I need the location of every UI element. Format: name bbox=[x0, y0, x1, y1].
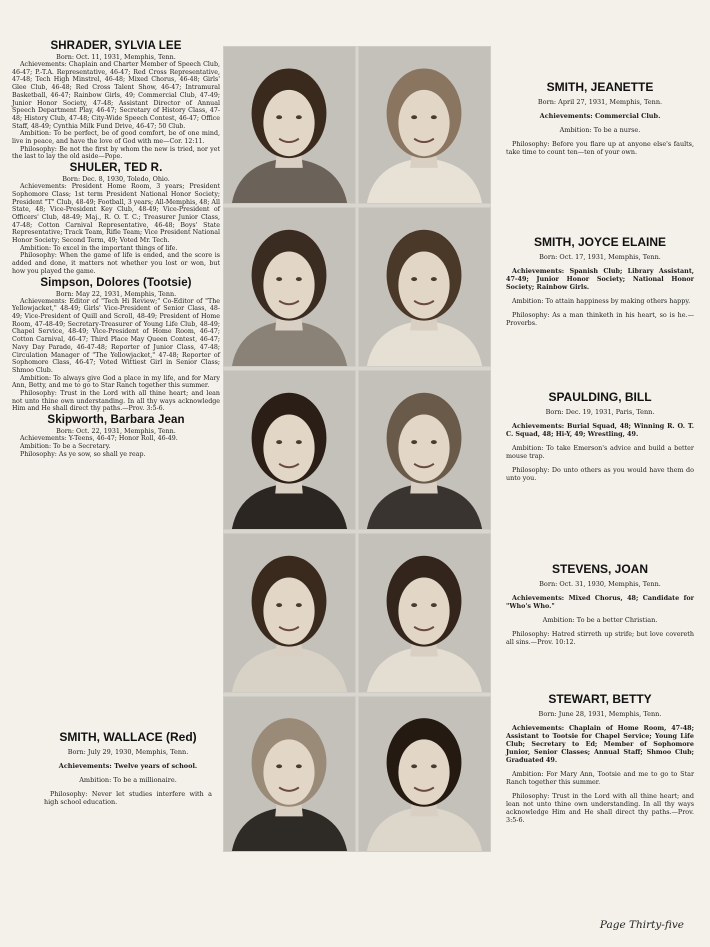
student-name: STEWART, BETTY bbox=[548, 692, 652, 706]
portrait-illustration bbox=[224, 371, 355, 529]
left-eye bbox=[276, 115, 282, 119]
entry-smith-joyce bbox=[506, 235, 694, 327]
student-name: SPAULDING, BILL bbox=[548, 390, 652, 404]
portrait-photo-0 bbox=[223, 46, 356, 204]
portrait-illustration bbox=[359, 371, 490, 529]
philosophy: Philosophy: Do unto others as you would have them do unto you. bbox=[506, 466, 694, 482]
page-number: Page Thirty-five bbox=[599, 919, 684, 931]
entry-stevens bbox=[506, 562, 694, 646]
philosophy: Philosophy: Before you flare up at anyone else's faults, take time to count ten—ten of your own. bbox=[506, 140, 694, 156]
left-eye bbox=[411, 603, 417, 607]
achievements: Achievements: Mixed Chorus, 48; Candidate for "Who's Who." bbox=[506, 594, 694, 610]
philosophy: Philosophy: Never let studies interfere with a high school education. bbox=[44, 790, 212, 806]
student-name: STEVENS, JOAN bbox=[551, 562, 649, 576]
left-eye bbox=[276, 764, 282, 768]
ambition: Ambition: To take Emerson's advice and build a better mouse trap. bbox=[506, 444, 694, 460]
portrait-photo-3 bbox=[358, 207, 491, 367]
portrait-illustration bbox=[359, 697, 490, 851]
student-name: SMITH, JOYCE ELAINE bbox=[533, 235, 667, 249]
face bbox=[263, 577, 314, 644]
ambition: Ambition: To be a nurse. bbox=[559, 126, 641, 134]
entry-skipworth bbox=[12, 414, 220, 458]
face bbox=[398, 414, 449, 481]
born-line: Born: Oct. 11, 1931, Memphis, Tenn. bbox=[56, 53, 176, 61]
face bbox=[398, 251, 449, 318]
achievements: Achievements: Twelve years of school. bbox=[58, 762, 198, 770]
achievements: Achievements: Chaplain and Charter Member of Speech Club, 46-47; P.-T.A. Representative, 46-47; Red Cross Representative, 47-48; Tech High Minstrel, 46-48; Mixed Chorus, 46-48; Girls' Glee Club, 46-48; Red Cross Talent Show, 46-47; Intramural Basketball, 46-47; Rainbow Girls, 49; Commercial Club, 47-49; Junior Honor Society, 47-48; Assistant Director of Annual Speech Department Play, 46-47; Secretary of History Class, 47-48; History Club, 47-48; City-Wide Speech Contest, 46-47; Office Staff, 48-49; Cynthia Milk Fund Drive, 46-47; 50 Club. bbox=[12, 61, 220, 130]
student-name: Simpson, Dolores (Tootsie) bbox=[40, 276, 192, 289]
face bbox=[263, 251, 314, 318]
philosophy: Philosophy: Trust in the Lord with all thine heart; and lean not unto thine own understanding. In all thy ways acknowledge Him and He shall direct thy paths.—Prov. 3:5-6. bbox=[506, 792, 694, 824]
left-eye bbox=[411, 277, 417, 281]
left-eye bbox=[411, 440, 417, 444]
portrait-illustration bbox=[359, 534, 490, 692]
achievements: Achievements: Burial Squad, 48; Winning R. O. T. C. Squad, 48; Hi-Y, 49; Wrestling, 49. bbox=[506, 422, 694, 438]
born-line: Born: Dec. 8, 1930, Toledo, Ohio. bbox=[62, 175, 170, 184]
achievements: Achievements: Chaplain of Home Room, 47-48; Assistant to Tootsie for Chapel Service; Young Life Club; Secretary to Ed; Member of Sophomore Junior, Senior Classes; Annual Staff; Shmoo Club; Graduated 49. bbox=[506, 724, 694, 764]
ambition: Ambition: To be a Secretary. bbox=[20, 442, 111, 450]
achievements: Achievements: Spanish Club; Library Assistant, 47-49; Junior Honor Society; National Honor Society; Rainbow Girls. bbox=[506, 267, 694, 291]
left-eye bbox=[276, 277, 282, 281]
born-line: Born: Oct. 22, 1931, Memphis, Tenn. bbox=[56, 427, 176, 436]
philosophy: Philosophy: When the game of life is ended, and the score is added and done, it matters not whether you lost or won, but how you played the game. bbox=[12, 252, 220, 275]
student-name: SMITH, WALLACE (Red) bbox=[59, 730, 197, 744]
left-column bbox=[12, 40, 220, 458]
portrait-photo-2 bbox=[223, 207, 356, 367]
portrait-illustration bbox=[359, 208, 490, 366]
entry-stewart bbox=[506, 692, 694, 824]
philosophy: Philosophy: Hatred stirreth up strife; but love covereth all sins.—Prov. 10:12. bbox=[506, 630, 694, 646]
entry-smith-jeanette bbox=[506, 80, 694, 156]
right-eye bbox=[296, 277, 302, 281]
achievements: Achievements: President Home Room, 3 years; President Sophomore Class; 1st term President National Honor Society; President "T" Club, 48-49; Football, 3 years; All-Memphis, 48; All State, 48; Vice-President Key Club, 48-49; Vice-President of Officers' Club, 48-49; Maj., R. O. T. C.; Treasurer Junior Class, 47-48; Cotton Carnival Representative, 46-48; Boys' State Representative; Track Team, Rifle Team; Vice President National Honor Society; Second Term, 49; Voted Mr. Tech. bbox=[12, 183, 221, 245]
portrait-photo-6 bbox=[223, 533, 356, 693]
right-eye bbox=[296, 603, 302, 607]
born-line: Born: Oct. 17, 1931, Memphis, Tenn. bbox=[539, 253, 661, 261]
entry-spaulding bbox=[506, 390, 694, 482]
portrait-photo-1 bbox=[358, 46, 491, 204]
ambition: Ambition: To excel in the important things of life. bbox=[20, 244, 178, 252]
right-eye bbox=[431, 115, 437, 119]
right-eye bbox=[431, 603, 437, 607]
philosophy: Philosophy: Be not the first by whom the new is tried, nor yet the last to lay the old aside—Pope. bbox=[12, 145, 220, 161]
born-line: Born: April 27, 1931, Memphis, Tenn. bbox=[537, 98, 663, 106]
face bbox=[263, 414, 314, 481]
left-eye bbox=[276, 440, 282, 444]
born-line: Born: May 22, 1931, Memphis, Tenn. bbox=[55, 289, 177, 298]
ambition: Ambition: To be a millionaire. bbox=[79, 776, 177, 784]
right-eye bbox=[296, 115, 302, 119]
portrait-illustration bbox=[359, 47, 490, 203]
achievements: Achievements: Editor of "Tech Hi Review;" Co-Editor of "The Yellowjacket," 48-49; Girls' Vice-President of Senior Class, 48-49; Vice-President of Quill and Scroll, 48-49; President of Home Room, 47-48-49; Secretary-Treasurer of Young Life Club, 48-49; Chapel Service, 48-49; Vice-President of Home Room, 46-47; Cotton Carnival, 46-47; Third Place May Queen Contest, 46-47; Navy Day Parade, 46-47-48; Reporter of Junior Class, 47-48; Circulation Manager of "The Yellowjacket," 47-48; Reporter of Sophomore Class, 46-47; Voted Wittiest Girl in Senior Class; Shmoo Club. bbox=[12, 297, 220, 374]
portrait-photo-7 bbox=[358, 533, 491, 693]
born-line: Born: Oct. 31, 1930, Memphis, Tenn. bbox=[539, 580, 661, 588]
born-line: Born: Dec. 19, 1931, Paris, Tenn. bbox=[545, 408, 655, 416]
student-name: SHRADER, SYLVIA LEE bbox=[50, 40, 182, 52]
achievements: Achievements: Commercial Club. bbox=[539, 112, 661, 120]
right-eye bbox=[431, 440, 437, 444]
portrait-illustration bbox=[224, 208, 355, 366]
ambition: Ambition: To always give God a place in my life, and for Mary Ann, Betty, and me to go to Star Ranch together this summer. bbox=[12, 374, 220, 390]
achievements: Achievements: Y-Teens, 46-47; Honor Roll, 46-49. bbox=[20, 435, 178, 443]
portrait-illustration bbox=[224, 697, 355, 851]
right-eye bbox=[296, 440, 302, 444]
philosophy: Philosophy: As a man thinketh in his heart, so is he.—Proverbs. bbox=[506, 311, 694, 327]
portrait-illustration bbox=[224, 534, 355, 692]
face bbox=[398, 90, 449, 156]
portrait-photo-5 bbox=[358, 370, 491, 530]
entry-smith-wallace bbox=[44, 730, 212, 806]
born-line: Born: July 29, 1930, Memphis, Tenn. bbox=[67, 748, 189, 756]
student-name: Skipworth, Barbara Jean bbox=[47, 414, 185, 427]
ambition: Ambition: To be a better Christian. bbox=[542, 616, 658, 624]
entry-shuler bbox=[12, 162, 220, 275]
face bbox=[398, 577, 449, 644]
left-eye bbox=[411, 764, 417, 768]
portrait-photo-9 bbox=[358, 696, 491, 852]
right-eye bbox=[296, 764, 302, 768]
portrait-illustration bbox=[224, 47, 355, 203]
face bbox=[398, 739, 449, 804]
entry-shrader bbox=[12, 40, 220, 161]
philosophy: Philosophy: As ye sow, so shall ye reap. bbox=[20, 450, 146, 458]
student-name: SHULER, TED R. bbox=[69, 162, 163, 175]
face bbox=[263, 739, 314, 804]
right-eye bbox=[431, 764, 437, 768]
left-eye bbox=[411, 115, 417, 119]
portrait-photo-4 bbox=[223, 370, 356, 530]
born-line: Born: June 28, 1931, Memphis, Tenn. bbox=[538, 710, 662, 718]
student-name: SMITH, JEANETTE bbox=[546, 80, 654, 94]
left-eye bbox=[276, 603, 282, 607]
entry-simpson bbox=[12, 277, 220, 414]
philosophy: Philosophy: Trust in the Lord with all thine heart; and lean not unto thine own understanding. In all thy ways acknowledge Him and He shall direct thy paths.—Prov. 3:5-6. bbox=[12, 390, 220, 413]
ambition: Ambition: To attain happiness by making others happy. bbox=[512, 297, 691, 305]
portrait-photo-8 bbox=[223, 696, 356, 852]
face bbox=[263, 90, 314, 156]
photo-grid bbox=[223, 46, 491, 852]
ambition: Ambition: For Mary Ann, Tootsie and me to go to Star Ranch together this summer. bbox=[506, 770, 694, 786]
right-eye bbox=[431, 277, 437, 281]
ambition: Ambition: To be perfect, be of good comfort, be of one mind, live in peace, and have the love of God with me—Cor. 12:11. bbox=[12, 130, 220, 146]
